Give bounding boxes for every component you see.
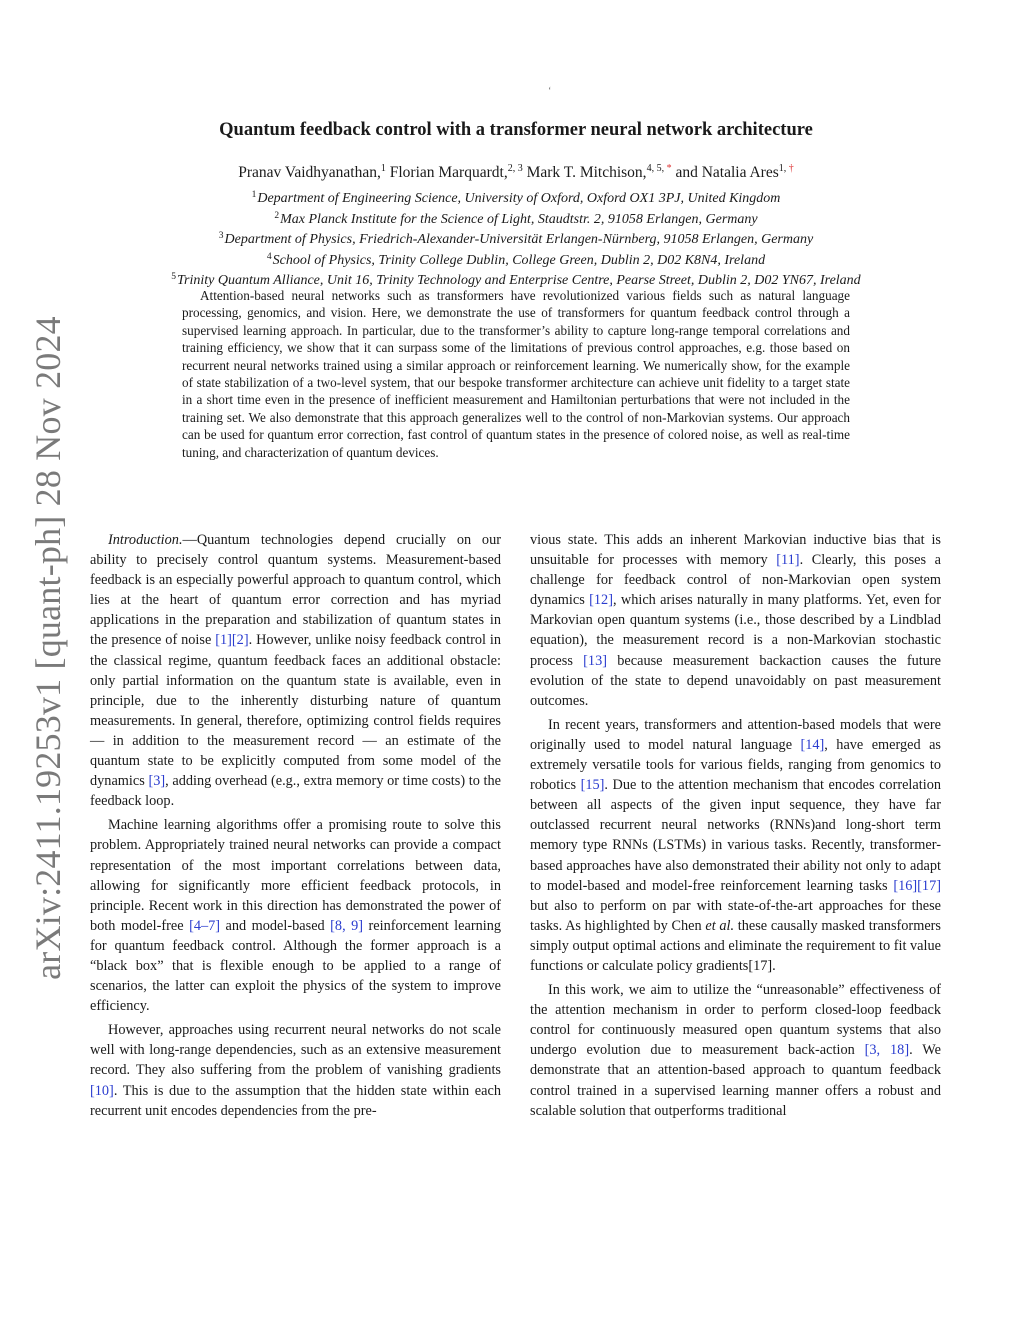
footnote-marker-link[interactable]: † [788, 163, 794, 174]
body-text: and model-based [220, 917, 331, 934]
body-text: . Clearly, this poses a challenge for feedback control of non-Markovian open system dynamics [530, 552, 942, 609]
citation-link[interactable]: [8, 9] [330, 917, 364, 934]
citation-link[interactable]: [11] [776, 552, 800, 569]
body-text: these causally masked transformers simply output optimal actions and eliminate the requirement to fit value functions or calculate policy gradients[17]. [530, 917, 941, 974]
citation-link[interactable]: [1] [215, 632, 232, 649]
affiliation-number: 4 [266, 251, 272, 262]
body-text: However, approaches using recurrent neural networks do not scale well with long-range dependencies, such as an extensive measurement record. They also suffering from the problem of vanishing gradients [90, 1022, 501, 1079]
left-column [90, 530, 501, 1125]
affiliation-text: Max Planck Institute for the Science of Light, Staudtstr. 2, 91058 Erlangen, Germany [280, 211, 758, 227]
affiliation-number: 1 [251, 190, 257, 200]
body-text: reinforcement learning for quantum feedback control. Although the former approach is a “black box” that is flexible enough to be applied to a range of scenarios, the latter can exploit the physics of the system to improve efficiency. [90, 917, 501, 1015]
author-name: and Natalia Ares [675, 164, 779, 181]
affiliation-text: Department of Physics, Friedrich-Alexander-Universität Erlangen-Nürnberg, 91058 Erlangen, Germany [224, 232, 814, 248]
footnote-marker-link[interactable]: * [666, 163, 672, 174]
affiliation-number: 3 [218, 231, 224, 242]
paragraph [530, 715, 941, 976]
citation-link[interactable]: [15] [580, 777, 605, 794]
header-mark: ‘ [548, 86, 552, 97]
affiliation-number: 2 [274, 210, 280, 221]
affiliation [80, 187, 952, 208]
citation-link[interactable]: [10] [90, 1082, 114, 1099]
citation-link[interactable]: [3, 18] [864, 1042, 910, 1059]
body-text: —Quantum technologies depend crucially on our ability to precisely control quantum systems. Measurement-based feedback is an especially powerful approach to quantum control, which lies at the heart of quantum error correction and has myriad applications in the preparation and stabilization of quantum states in the presence of noise [90, 532, 501, 649]
abstract: Attention-based neural networks such as transformers have revolutionized various fields such as natural language processing, genomics, and vision. Here, we demonstrate the use of transformers for quantum feedback control through a supervised learning approach. In particular, due to the transformer’s ability to capture long-range temporal correlations and training efficiency, we show that it can surpass some of the limitations of previous control approaches, e.g. those based on recurrent neural networks trained using a similar approach or reinforcement learning. We numerically show, for the example of state stabilization of a two-level system, that our bespoke transformer architecture can achieve unit fidelity to a target state in a short time even in the presence of inefficient measurement and Hamiltonian perturbations that were not included in the training set. We also demonstrate that this approach generalizes well to the control of non-Markovian systems. Our approach can be used for quantum error correction, fast control of quantum states in the presence of colored noise, as well as real-time tuning, and characterization of quantum devices. [182, 288, 850, 460]
body-text: vious state. This adds an inherent Markovian inductive bias that is unsuitable for processes with memory [530, 532, 941, 569]
affiliation [80, 249, 952, 270]
et-al: et al. [705, 917, 735, 934]
body-text: Machine learning algorithms offer a promising route to solve this problem. Appropriately trained neural networks can provide a compact representation of the most important correlations between data, allowing for significantly more efficient feedback protocols, in principle. Recent work in this direction has demonstrated the power of both model-free [90, 817, 501, 934]
citation-link[interactable]: [3] [148, 773, 166, 790]
paragraph [90, 1020, 501, 1120]
body-text: , which arises naturally in many platforms. Yet, even for Markovian open quantum systems (i.e., those described by a Lindblad equation), the measurement record is a non-Markovian stochastic process [530, 592, 942, 669]
citation-link[interactable]: [12] [589, 592, 613, 609]
body-text: In this work, we aim to utilize the “unreasonable” effectiveness of the attention mechanism in order to perform closed-loop feedback control for continuously measured open quantum systems that also undergo evolution due to measurement back-action [530, 982, 941, 1059]
section-lead: Introduction. [108, 532, 183, 548]
citation-link[interactable]: [2] [231, 632, 249, 649]
author-list [100, 163, 932, 182]
author-name: Pranav Vaidhyanathan, [238, 164, 381, 181]
paragraph [90, 530, 501, 811]
body-text: . Due to the attention mechanism that encodes correlation between all aspects of the given input sequence, they have far outclassed recurrent neural networks (RNNs)and long-short term memory type RNNs (LSTMs) in various tasks. Recently, transformer-based approaches have also demonstrated their ability not only to adapt to model-based and model-free reinforcement learning tasks [530, 777, 941, 894]
body-text: but also to perform on par with state-of-the-art approaches for these tasks. As highlighted by Chen [530, 897, 941, 934]
author-affil-sup: 4, 5, [646, 163, 665, 174]
right-column [530, 530, 941, 1125]
citation-link[interactable]: [17] [917, 877, 941, 894]
paragraph [90, 815, 501, 1016]
author-name: Mark T. Mitchison, [526, 164, 647, 181]
body-text: , have emerged as extremely versatile tools for various fields, ranging from genomics to robotics [530, 736, 941, 794]
citation-link[interactable]: [13] [583, 652, 607, 669]
paper-title: Quantum feedback control with a transformer neural network architecture [219, 120, 813, 140]
author-affil-sup: 1, [778, 163, 787, 174]
body-text: , adding overhead (e.g., extra memory or time costs) to the feedback loop. [90, 773, 501, 810]
affiliation [80, 228, 952, 249]
author-name: Florian Marquardt, [389, 164, 508, 181]
author-affil-sup: 1 [380, 163, 386, 174]
arxiv-identifier[interactable]: arXiv:2411.19253v1 [quant-ph] 28 Nov 2024 [28, 316, 68, 980]
affiliation-number: 5 [171, 272, 177, 283]
body-text: . However, unlike noisy feedback control in the classical regime, quantum feedback faces an additional obstacle: only partial information on the quantum state is available, even in principle, due to the inherently disturbing nature of quantum measurements. In general, therefore, optimizing control fields requires — in addition to the measurement record — an estimate of the quantum state to be explicitly computed from some model of the dynamics [90, 632, 502, 790]
affiliation-text: Department of Engineering Science, University of Oxford, Oxford OX1 3PJ, United Kingdom [257, 191, 781, 206]
paragraph [530, 530, 941, 711]
affiliation-text: Trinity Quantum Alliance, Unit 16, Trinity Technology and Enterprise Centre, Pearse Street, Dublin 2, D02 YN67, Ireland [177, 273, 861, 289]
citation-link[interactable]: [14] [800, 736, 825, 753]
affiliation-list [80, 187, 952, 290]
affiliation [80, 208, 952, 229]
citation-link[interactable]: [4–7] [189, 917, 221, 934]
affiliation-text: School of Physics, Trinity College Dublin, College Green, Dublin 2, D02 K8N4, Ireland [272, 252, 766, 268]
author-affil-sup: 2, 3 [507, 163, 523, 174]
paragraph [530, 980, 941, 1121]
body-text: . This is due to the assumption that the hidden state within each recurrent unit encodes dependencies from the pre- [90, 1082, 501, 1119]
body-text: . We demonstrate that an attention-based approach to quantum feedback control trained in a supervised learning manner offers a robust and scalable solution that outperforms traditional [530, 1042, 942, 1119]
citation-link[interactable]: [16] [893, 877, 918, 894]
body-text: In recent years, transformers and attention-based models that were originally used to model natural language [530, 716, 941, 753]
body-text: because measurement backaction causes the future evolution of the state to depend unavoidably on past measurement outcomes. [530, 652, 942, 709]
